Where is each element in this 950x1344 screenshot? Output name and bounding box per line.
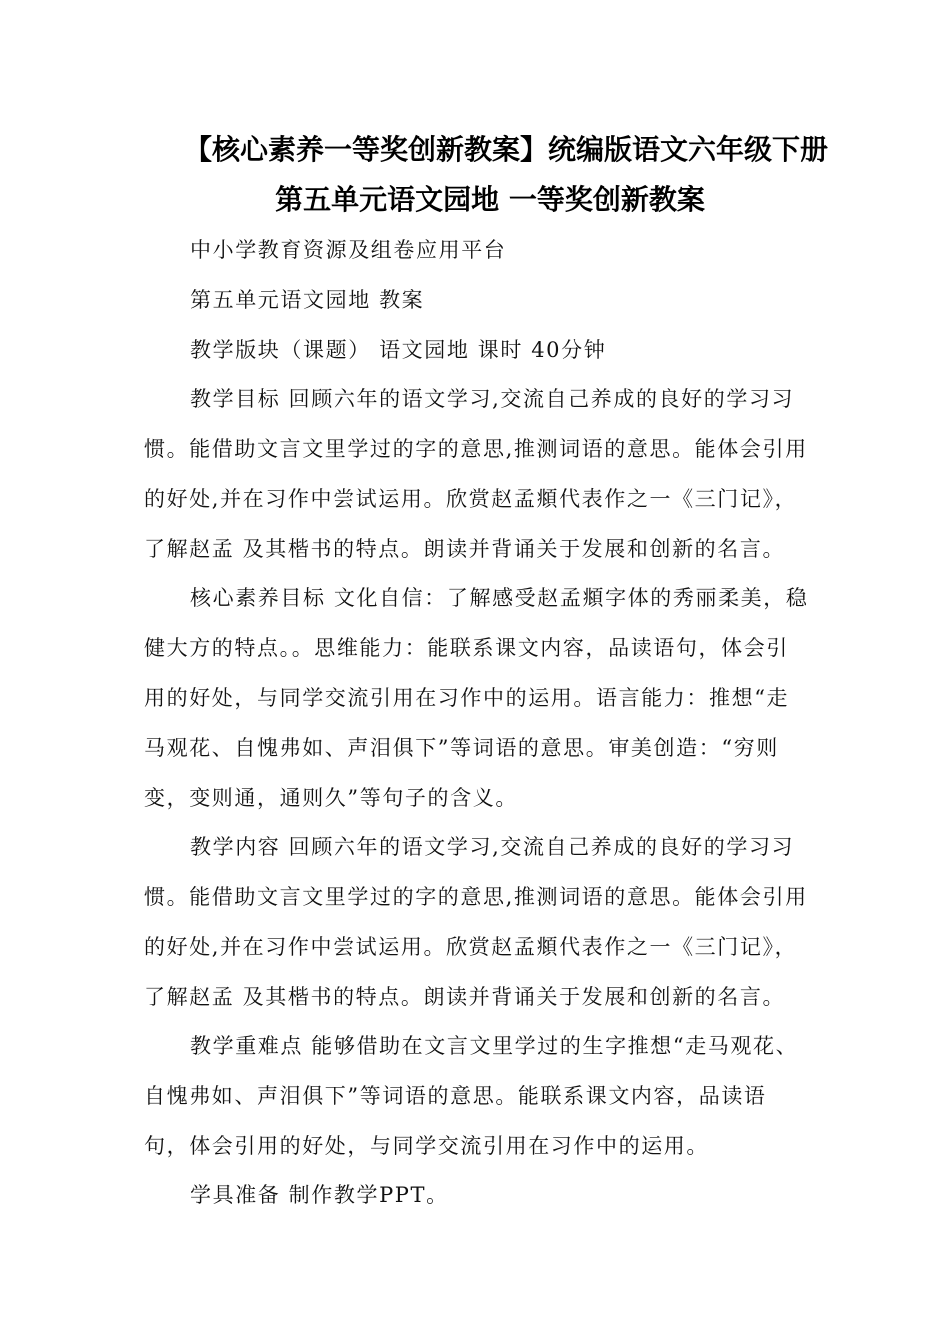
content-line-2: 惯。能借助文言文里学过的字的意思,推测词语的意思。能体会引用 <box>144 885 808 909</box>
key-points-line-3: 句，体会引用的好处，与同学交流引用在习作中的运用。 <box>144 1134 709 1158</box>
core-literacy-line-5: 变，变则通，通则久”等句子的含义。 <box>144 786 518 810</box>
core-literacy-line-1: 核心素养目标 文化自信：了解感受赵孟頫字体的秀丽柔美，稳 <box>190 586 809 610</box>
core-literacy-line-3: 用的好处，与同学交流引用在习作中的运用。语言能力：推想“走 <box>144 686 790 710</box>
content-line-3: 的好处,并在习作中尝试运用。欣赏赵孟頫代表作之一《三门记》， <box>144 935 798 959</box>
objectives-line-3: 的好处,并在习作中尝试运用。欣赏赵孟頫代表作之一《三门记》， <box>144 487 798 511</box>
objectives-line-4: 了解赵孟 及其楷书的特点。朗读并背诵关于发展和创新的名言。 <box>144 537 786 561</box>
objectives-line-2: 惯。能借助文言文里学过的字的意思,推测词语的意思。能体会引用 <box>144 437 808 461</box>
materials-line: 学具准备 制作教学PPT。 <box>190 1183 449 1207</box>
lesson-meta-line: 教学版块（课题） 语文园地 课时 40分钟 <box>190 338 607 362</box>
objectives-line-1: 教学目标 回顾六年的语文学习,交流自己养成的良好的学习习 <box>190 387 795 411</box>
content-line-4: 了解赵孟 及其楷书的特点。朗读并背诵关于发展和创新的名言。 <box>144 985 786 1009</box>
document-title-line-2: 第五单元语文园地 一等奖创新教案 <box>275 183 705 216</box>
core-literacy-line-4: 马观花、自愧弗如、声泪俱下”等词语的意思。审美创造：“穷则 <box>144 736 779 760</box>
content-line-1: 教学内容 回顾六年的语文学习,交流自己养成的良好的学习习 <box>190 835 795 859</box>
platform-line: 中小学教育资源及组卷应用平台 <box>190 238 507 262</box>
key-points-line-2: 自愧弗如、声泪俱下”等词语的意思。能联系课文内容，品读语 <box>144 1084 767 1108</box>
lesson-title-line: 第五单元语文园地 教案 <box>190 288 425 312</box>
core-literacy-line-2: 健大方的特点。。思维能力：能联系课文内容，品读语句，体会引 <box>144 636 789 660</box>
key-points-line-1: 教学重难点 能够借助在文言文里学过的生字推想“走马观花、 <box>190 1034 799 1058</box>
document-title-line-1: 【核心素养一等奖创新教案】统编版语文六年级下册 <box>183 133 828 166</box>
